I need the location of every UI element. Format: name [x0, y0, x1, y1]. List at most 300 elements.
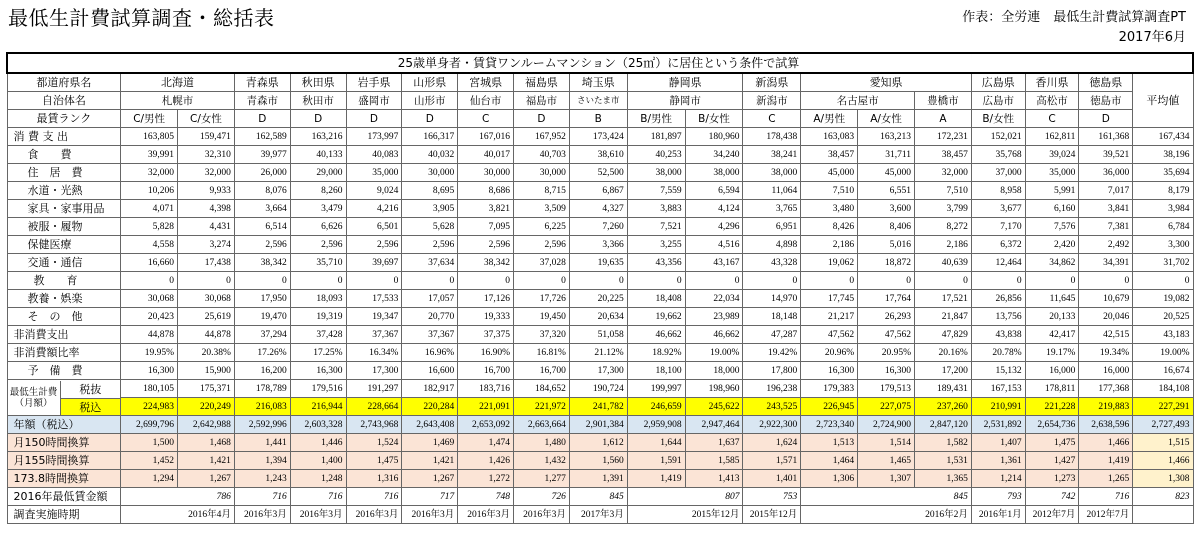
- value-cell: 35,710: [290, 254, 346, 272]
- min-wage-cell: 807: [627, 488, 743, 506]
- value-cell: 1,571: [743, 452, 801, 470]
- value-cell: 3,799: [914, 200, 971, 218]
- value-cell: 16,300: [801, 362, 858, 380]
- value-cell: 44,878: [121, 326, 178, 344]
- value-cell: 162,811: [1025, 128, 1079, 146]
- value-cell: 2,603,328: [290, 416, 346, 434]
- value-cell: 184,652: [514, 380, 570, 398]
- value-cell: 0: [346, 272, 402, 290]
- min-wage-cell: 742: [1025, 488, 1079, 506]
- value-cell: 1,421: [178, 452, 235, 470]
- min-wage-cell: 716: [346, 488, 402, 506]
- value-cell: 3,841: [1079, 200, 1133, 218]
- min-wage-cell: 845: [801, 488, 972, 506]
- value-cell: 18,148: [743, 308, 801, 326]
- value-cell: 173,424: [569, 128, 627, 146]
- value-cell: 16,674: [1133, 362, 1193, 380]
- value-cell: 4,398: [178, 200, 235, 218]
- row-label: 予 備 費: [7, 362, 121, 380]
- value-cell: 9,933: [178, 182, 235, 200]
- value-cell: 221,091: [458, 398, 514, 416]
- row-label: そ の 他: [7, 308, 121, 326]
- value-cell: 1,273: [1025, 470, 1079, 488]
- rank-cell: B: [569, 110, 627, 128]
- survey-period-cell: 2015年12月: [743, 506, 801, 524]
- row-label: 食 費: [7, 146, 121, 164]
- value-cell: 179,383: [801, 380, 858, 398]
- prefecture-header: 北海道: [121, 73, 235, 92]
- value-cell: 2,901,384: [569, 416, 627, 434]
- value-cell: 35,000: [1025, 164, 1079, 182]
- value-cell: 21,217: [801, 308, 858, 326]
- value-cell: 20.95%: [858, 344, 915, 362]
- value-cell: 152,021: [971, 128, 1025, 146]
- value-cell: 20,770: [402, 308, 458, 326]
- rank-cell: A: [914, 110, 971, 128]
- h155-row: [7, 452, 1193, 470]
- value-cell: 1,401: [743, 470, 801, 488]
- value-cell: 7,576: [1025, 218, 1079, 236]
- value-cell: 9,024: [346, 182, 402, 200]
- value-cell: 30,000: [458, 164, 514, 182]
- value-cell: 37,000: [971, 164, 1025, 182]
- survey-period-cell: 2016年3月: [290, 506, 346, 524]
- rank-cell: D: [514, 110, 570, 128]
- city-header: 秋田市: [290, 92, 346, 110]
- value-cell: 6,594: [685, 182, 743, 200]
- value-cell: 2,723,340: [801, 416, 858, 434]
- value-cell: 16,000: [1079, 362, 1133, 380]
- value-cell: 16.34%: [346, 344, 402, 362]
- value-cell: 2,596: [458, 236, 514, 254]
- value-cell: 19.00%: [685, 344, 743, 362]
- value-cell: 6,551: [858, 182, 915, 200]
- value-cell: 216,083: [234, 398, 290, 416]
- value-cell: 1,267: [402, 470, 458, 488]
- city-row: [7, 92, 1193, 110]
- value-cell: 4,431: [178, 218, 235, 236]
- rank-cell: C/男性: [121, 110, 178, 128]
- value-cell: 2,592,996: [234, 416, 290, 434]
- value-cell: 172,231: [914, 128, 971, 146]
- value-cell: 16.90%: [458, 344, 514, 362]
- row-label: 水道・光熱: [7, 182, 121, 200]
- prefecture-header: 新潟県: [743, 73, 801, 92]
- value-cell: 1,464: [801, 452, 858, 470]
- value-cell: 2,922,300: [743, 416, 801, 434]
- value-cell: 51,058: [569, 326, 627, 344]
- value-cell: 221,228: [1025, 398, 1079, 416]
- value-cell: 6,514: [234, 218, 290, 236]
- before-tax-row: [7, 380, 1193, 398]
- city-header: 福島市: [514, 92, 570, 110]
- value-cell: 47,287: [743, 326, 801, 344]
- value-cell: 2,699,796: [121, 416, 178, 434]
- value-cell: 22,034: [685, 290, 743, 308]
- value-cell: 167,153: [971, 380, 1025, 398]
- value-cell: 3,300: [1133, 236, 1193, 254]
- prefecture-header: 埼玉県: [569, 73, 627, 92]
- value-cell: 37,428: [290, 326, 346, 344]
- value-cell: 7,381: [1079, 218, 1133, 236]
- value-cell: 1,308: [1133, 470, 1193, 488]
- value-cell: 16,300: [290, 362, 346, 380]
- min-wage-cell: 716: [234, 488, 290, 506]
- row-label: 年額（税込）: [7, 416, 121, 434]
- value-cell: 30,068: [121, 290, 178, 308]
- value-cell: 6,372: [971, 236, 1025, 254]
- value-cell: 38,457: [914, 146, 971, 164]
- value-cell: 3,984: [1133, 200, 1193, 218]
- value-cell: 8,272: [914, 218, 971, 236]
- average-header: 平均値: [1133, 73, 1193, 128]
- banner-row: [7, 53, 1193, 73]
- value-cell: 1,365: [914, 470, 971, 488]
- value-cell: 40,032: [402, 146, 458, 164]
- value-cell: 179,513: [858, 380, 915, 398]
- value-cell: 1,407: [971, 434, 1025, 452]
- value-cell: 246,659: [627, 398, 685, 416]
- value-cell: 1,475: [1025, 434, 1079, 452]
- value-cell: 2,959,908: [627, 416, 685, 434]
- recreation-row: [7, 290, 1193, 308]
- value-cell: 7,510: [914, 182, 971, 200]
- value-cell: 34,862: [1025, 254, 1079, 272]
- value-cell: 20,133: [1025, 308, 1079, 326]
- value-cell: 21,847: [914, 308, 971, 326]
- value-cell: 37,294: [234, 326, 290, 344]
- value-cell: 31,711: [858, 146, 915, 164]
- value-cell: 2,186: [801, 236, 858, 254]
- value-cell: 178,789: [234, 380, 290, 398]
- value-cell: 30,000: [514, 164, 570, 182]
- value-cell: 37,367: [402, 326, 458, 344]
- value-cell: 5,828: [121, 218, 178, 236]
- value-cell: 16,300: [121, 362, 178, 380]
- value-cell: 45,000: [858, 164, 915, 182]
- value-cell: 18.92%: [627, 344, 685, 362]
- value-cell: 38,196: [1133, 146, 1193, 164]
- clothing-row: [7, 218, 1193, 236]
- value-cell: 8,260: [290, 182, 346, 200]
- min-wage-cell: 716: [1079, 488, 1133, 506]
- value-cell: 199,997: [627, 380, 685, 398]
- city-header: 名古屋市: [801, 92, 915, 110]
- row-label: 教 育: [7, 272, 121, 290]
- food-row: [7, 146, 1193, 164]
- value-cell: 32,000: [178, 164, 235, 182]
- value-cell: 38,241: [743, 146, 801, 164]
- value-cell: 18,408: [627, 290, 685, 308]
- value-cell: 1,413: [685, 470, 743, 488]
- value-cell: 40,253: [627, 146, 685, 164]
- rank-cell: D: [346, 110, 402, 128]
- rank-cell: B/男性: [627, 110, 685, 128]
- value-cell: 1,316: [346, 470, 402, 488]
- value-cell: 17,521: [914, 290, 971, 308]
- value-cell: 0: [914, 272, 971, 290]
- value-cell: 26,000: [234, 164, 290, 182]
- value-cell: 0: [627, 272, 685, 290]
- value-cell: 17,057: [402, 290, 458, 308]
- value-cell: 6,160: [1025, 200, 1079, 218]
- city-header: 広島市: [971, 92, 1025, 110]
- value-cell: 2,420: [1025, 236, 1079, 254]
- value-cell: 2,642,988: [178, 416, 235, 434]
- value-cell: 2,596: [402, 236, 458, 254]
- value-cell: 0: [801, 272, 858, 290]
- survey-period-cell: 2016年1月: [971, 506, 1025, 524]
- prefecture-header: 宮城県: [458, 73, 514, 92]
- value-cell: 228,664: [346, 398, 402, 416]
- value-cell: 39,024: [1025, 146, 1079, 164]
- value-cell: 2,743,968: [346, 416, 402, 434]
- survey-period-cell: 2015年12月: [627, 506, 743, 524]
- health-row: [7, 236, 1193, 254]
- value-cell: 219,883: [1079, 398, 1133, 416]
- value-cell: 4,216: [346, 200, 402, 218]
- value-cell: 37,634: [402, 254, 458, 272]
- survey-period-cell: 2016年3月: [234, 506, 290, 524]
- value-cell: 0: [743, 272, 801, 290]
- rank-cell: C: [458, 110, 514, 128]
- value-cell: 1,474: [458, 434, 514, 452]
- value-cell: 37,375: [458, 326, 514, 344]
- rank-cell: A/女性: [858, 110, 915, 128]
- survey-period-cell: 2012年7月: [1079, 506, 1133, 524]
- value-cell: 6,784: [1133, 218, 1193, 236]
- value-cell: 44,878: [178, 326, 235, 344]
- value-cell: 5,991: [1025, 182, 1079, 200]
- value-cell: 18,000: [685, 362, 743, 380]
- h150-row: [7, 434, 1193, 452]
- value-cell: 237,260: [914, 398, 971, 416]
- value-cell: 2,727,493: [1133, 416, 1193, 434]
- value-cell: 37,320: [514, 326, 570, 344]
- prefecture-header: 広島県: [971, 73, 1025, 92]
- value-cell: 29,000: [290, 164, 346, 182]
- value-cell: 35,694: [1133, 164, 1193, 182]
- value-cell: 19,662: [627, 308, 685, 326]
- h1738-row: [7, 470, 1193, 488]
- value-cell: 191,297: [346, 380, 402, 398]
- value-cell: 43,183: [1133, 326, 1193, 344]
- value-cell: 0: [234, 272, 290, 290]
- value-cell: 2,186: [914, 236, 971, 254]
- value-cell: 210,991: [971, 398, 1025, 416]
- value-cell: 8,406: [858, 218, 915, 236]
- value-cell: 40,017: [458, 146, 514, 164]
- other-row: [7, 308, 1193, 326]
- value-cell: 1,475: [346, 452, 402, 470]
- value-cell: 20,525: [1133, 308, 1193, 326]
- value-cell: 3,677: [971, 200, 1025, 218]
- row-label: 月155時間換算: [7, 452, 121, 470]
- value-cell: 25,619: [178, 308, 235, 326]
- value-cell: 6,225: [514, 218, 570, 236]
- value-cell: 0: [685, 272, 743, 290]
- row-label: 教養・娯楽: [7, 290, 121, 308]
- value-cell: 4,071: [121, 200, 178, 218]
- row-label: 保健医療: [7, 236, 121, 254]
- value-cell: 167,016: [458, 128, 514, 146]
- value-cell: 46,662: [685, 326, 743, 344]
- value-cell: 5,628: [402, 218, 458, 236]
- value-cell: 1,468: [178, 434, 235, 452]
- value-cell: 23,989: [685, 308, 743, 326]
- value-cell: 39,697: [346, 254, 402, 272]
- rank-cell: C: [1025, 110, 1079, 128]
- value-cell: 38,000: [627, 164, 685, 182]
- value-cell: 0: [514, 272, 570, 290]
- value-cell: 1,214: [971, 470, 1025, 488]
- value-cell: 163,216: [290, 128, 346, 146]
- value-cell: 1,272: [458, 470, 514, 488]
- value-cell: 2,531,892: [971, 416, 1025, 434]
- after-tax-label: 税込: [61, 399, 121, 416]
- rank-cell: D: [234, 110, 290, 128]
- value-cell: 1,427: [1025, 452, 1079, 470]
- prefecture-header: 秋田県: [290, 73, 346, 92]
- value-cell: 173,997: [346, 128, 402, 146]
- city-header: 豊橋市: [914, 92, 971, 110]
- value-cell: 19,347: [346, 308, 402, 326]
- value-cell: 189,431: [914, 380, 971, 398]
- row-label: 非消費額比率: [7, 344, 121, 362]
- value-cell: 2,638,596: [1079, 416, 1133, 434]
- value-cell: 16,600: [402, 362, 458, 380]
- rank-cell: D: [1079, 110, 1133, 128]
- min-wage-cell: 845: [569, 488, 627, 506]
- survey-period-cell: 2016年3月: [346, 506, 402, 524]
- survey-period-cell: 2016年4月: [121, 506, 235, 524]
- value-cell: 1,394: [234, 452, 290, 470]
- value-cell: 16,300: [858, 362, 915, 380]
- value-cell: 2,596: [234, 236, 290, 254]
- housing-row: [7, 164, 1193, 182]
- author-credit: 作表：全労連 最低生計費試算調査PT: [962, 10, 1186, 25]
- value-cell: 1,466: [1079, 434, 1133, 452]
- survey-period-cell: 2016年2月: [801, 506, 972, 524]
- value-cell: 163,083: [801, 128, 858, 146]
- value-cell: 1,265: [1079, 470, 1133, 488]
- value-cell: 19,082: [1133, 290, 1193, 308]
- rank-cell: B/女性: [685, 110, 743, 128]
- value-cell: 47,562: [858, 326, 915, 344]
- value-cell: 19,450: [514, 308, 570, 326]
- value-cell: 7,510: [801, 182, 858, 200]
- value-cell: 39,521: [1079, 146, 1133, 164]
- city-header: 山形市: [402, 92, 458, 110]
- value-cell: 4,327: [569, 200, 627, 218]
- value-cell: 43,356: [627, 254, 685, 272]
- value-cell: 20,046: [1079, 308, 1133, 326]
- value-cell: 1,585: [685, 452, 743, 470]
- value-cell: 166,317: [402, 128, 458, 146]
- city-header: 盛岡市: [346, 92, 402, 110]
- value-cell: 167,434: [1133, 128, 1193, 146]
- value-cell: 17,726: [514, 290, 570, 308]
- value-cell: 40,083: [346, 146, 402, 164]
- value-cell: 221,972: [514, 398, 570, 416]
- survey-period-cell: 2016年3月: [514, 506, 570, 524]
- row-label: 住 居 費: [7, 164, 121, 182]
- value-cell: 20.16%: [914, 344, 971, 362]
- value-cell: 52,500: [569, 164, 627, 182]
- value-cell: 241,782: [569, 398, 627, 416]
- row-label: 被服・履物: [7, 218, 121, 236]
- survey-period-cell: 2017年3月: [569, 506, 627, 524]
- value-cell: 1,515: [1133, 434, 1193, 452]
- value-cell: 3,366: [569, 236, 627, 254]
- value-cell: 6,501: [346, 218, 402, 236]
- value-cell: 32,000: [121, 164, 178, 182]
- value-cell: 20.38%: [178, 344, 235, 362]
- value-cell: 15,900: [178, 362, 235, 380]
- value-cell: 1,426: [458, 452, 514, 470]
- prefecture-header: 愛知県: [801, 73, 972, 92]
- value-cell: 11,645: [1025, 290, 1079, 308]
- value-cell: 3,905: [402, 200, 458, 218]
- value-cell: 1,637: [685, 434, 743, 452]
- value-cell: 38,610: [569, 146, 627, 164]
- value-cell: 1,644: [627, 434, 685, 452]
- value-cell: 1,446: [290, 434, 346, 452]
- city-header: 新潟市: [743, 92, 801, 110]
- value-cell: 220,284: [402, 398, 458, 416]
- value-cell: 42,515: [1079, 326, 1133, 344]
- value-cell: 17.25%: [290, 344, 346, 362]
- value-cell: 1,513: [801, 434, 858, 452]
- value-cell: 0: [971, 272, 1025, 290]
- consumption-row: [7, 128, 1193, 146]
- value-cell: 16,000: [1025, 362, 1079, 380]
- nonconsumption_ratio-row: [7, 344, 1193, 362]
- value-cell: 196,238: [743, 380, 801, 398]
- furniture-row: [7, 200, 1193, 218]
- survey-period-row: [7, 506, 1193, 524]
- value-cell: 1,469: [402, 434, 458, 452]
- value-cell: 34,391: [1079, 254, 1133, 272]
- row-label: 月150時間換算: [7, 434, 121, 452]
- min-living-cost-label: 最低生計費（月額）: [8, 381, 61, 415]
- value-cell: 0: [569, 272, 627, 290]
- value-cell: 179,516: [290, 380, 346, 398]
- value-cell: 2,947,464: [685, 416, 743, 434]
- value-cell: 0: [178, 272, 235, 290]
- city-header: 青森市: [234, 92, 290, 110]
- value-cell: 2,596: [346, 236, 402, 254]
- value-cell: 8,076: [234, 182, 290, 200]
- value-cell: 1,514: [858, 434, 915, 452]
- value-cell: 190,724: [569, 380, 627, 398]
- before-tax-label: 税抜: [61, 381, 121, 399]
- value-cell: 37,028: [514, 254, 570, 272]
- prefecture-row: [7, 73, 1193, 92]
- city-header: 札幌市: [121, 92, 235, 110]
- nonconsumption-row: [7, 326, 1193, 344]
- city-header: 徳島市: [1079, 92, 1133, 110]
- value-cell: 38,457: [801, 146, 858, 164]
- value-cell: 245,622: [685, 398, 743, 416]
- value-cell: 7,095: [458, 218, 514, 236]
- row-label: 交通・通信: [7, 254, 121, 272]
- rank-cell: D: [290, 110, 346, 128]
- value-cell: 0: [1079, 272, 1133, 290]
- min-wage-cell: 786: [121, 488, 235, 506]
- value-cell: 1,452: [121, 452, 178, 470]
- value-cell: 32,310: [178, 146, 235, 164]
